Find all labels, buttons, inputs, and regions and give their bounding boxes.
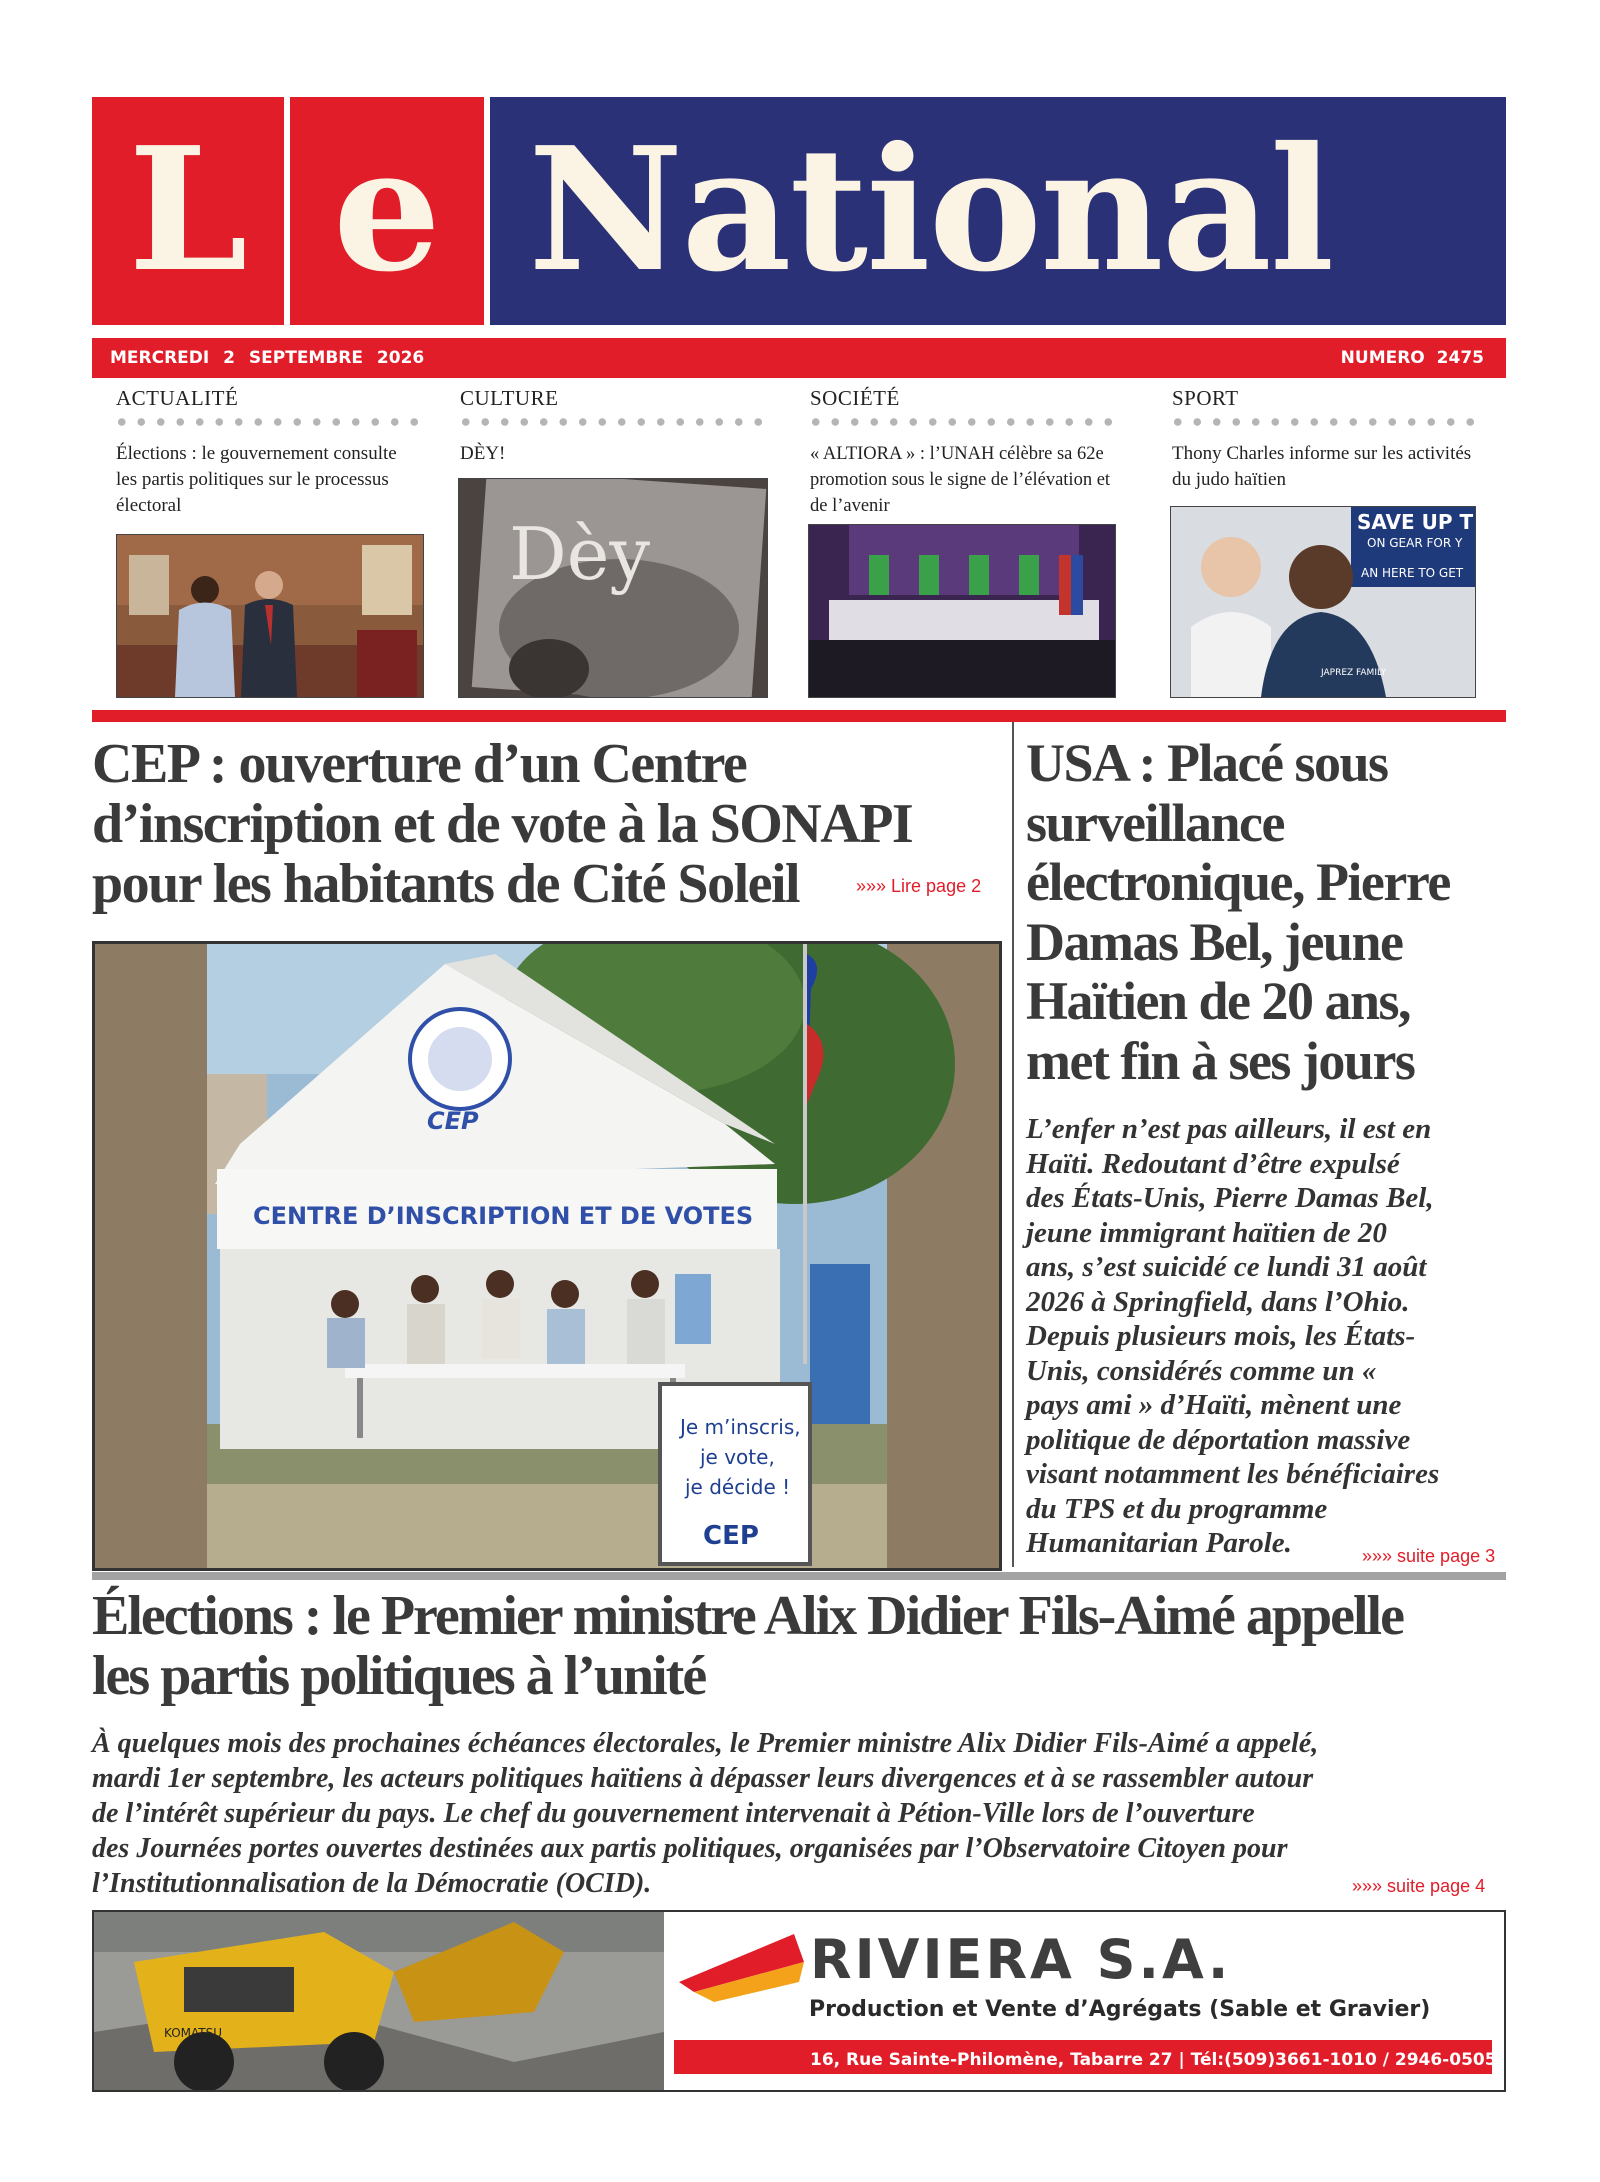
headline-line: CEP : ouverture d’un Centre [92,733,747,795]
tent-banner: CENTRE D’INSCRIPTION ET DE VOTES [253,1202,754,1230]
tent-org: CEP [427,1107,479,1135]
lede-line: ans, s’est suicidé ce lundi 31 août [1026,1251,1427,1283]
book-title: Dèy [509,512,651,596]
lede-line: visant notamment les bénéficiaires [1026,1458,1440,1490]
lede-line: mardi 1er septembre, les acteurs politiques haïtiens à dépasser leurs divergences et à se rassembler autour [92,1763,1314,1794]
lede-line: politique de déportation massive [1026,1423,1411,1456]
teaser-category: SOCIÉTÉ [810,386,900,410]
sign-line1: SAVE UP T [1357,510,1474,534]
dotted-divider [456,417,766,427]
teaser-photo-book[interactable] [458,478,768,698]
headline-line: USA : Placé sous [1026,733,1388,793]
lede-line: L’enfer n’est pas ailleurs, il est en [1026,1113,1432,1145]
book-cover-illustration [459,479,767,697]
masthead-national-block [490,97,1506,325]
masthead-le-block [92,97,484,325]
lede-line: Humanitarian Parole. [1026,1527,1292,1559]
headline-line: met fin à ses jours [1026,1030,1415,1091]
story-usa-jump-link[interactable]: »»» suite page 3 [1362,1546,1496,1566]
sign-line2: ON GEAR FOR Y [1367,536,1463,550]
ceremony-photo-illustration [809,525,1115,697]
teaser-photo-judo[interactable] [1170,506,1476,698]
board-text-1: Je m’inscris, [680,1415,801,1439]
story-elections-lede [92,1726,1506,1901]
lede-line: de l’intérêt supérieur du pays. Le chef du gouvernement intervenait à Pétion-Ville lors de l’ouverture [92,1798,1255,1829]
lede-line: du TPS et du programme [1026,1492,1328,1525]
ad-brand: RIVIERA S.A. [810,1928,1232,1991]
ad-address: 16, Rue Sainte-Philomène, Tabarre 27 | Tél:(509)3661-1010 / 2946-0505 [810,2050,1497,2070]
masthead-letter-l: L [128,110,248,310]
dotted-divider [112,417,422,427]
teaser-text: « ALTIORA » : l’UNAH célèbre sa 62e promotion sous le signe de l’élévation et de l’avenir [810,444,1111,516]
lede-line: l’Institutionnalisation de la Démocratie (OCID). [92,1868,652,1899]
lede-line: jeune immigrant haïtien de 20 [1026,1216,1387,1249]
lede-line: 2026 à Springfield, dans l’Ohio. [1026,1285,1410,1318]
teaser-actualite[interactable] [112,386,422,519]
lede-line: Depuis plusieurs mois, les États- [1026,1320,1416,1352]
teaser-category: ACTUALITÉ [116,386,239,410]
dotted-divider [1168,417,1478,427]
riviera-advertisement[interactable] [92,1910,1506,2092]
machine-label: KOMATSU [164,2026,223,2040]
story-elections-jump-link[interactable]: »»» suite page 4 [1352,1876,1486,1896]
teaser-photo-officials[interactable] [116,534,424,698]
lede-line: des Journées portes ouvertes destinées aux partis politiques, organisées par l’Observatoire Citoyen pour [92,1833,1288,1864]
lede-line: À quelques mois des prochaines échéances électorales, le Premier ministre Alix Didier Fils-Aimé a appelé, [92,1728,1319,1759]
lede-line: Haïti. Redoutant d’être expulsé [1026,1147,1400,1180]
teaser-culture[interactable] [456,386,766,467]
headline-line: pour les habitants de Cité Soleil [92,853,800,915]
section-divider-red [92,710,1506,722]
masthead-title: National [528,110,1333,310]
teaser-category: SPORT [1172,386,1239,410]
headline-line: Élections : le Premier ministre Alix Didier Fils-Aimé appelle [92,1585,1403,1647]
masthead-letter-e: e [332,110,442,310]
board-text-2: je vote, [700,1445,775,1469]
headline-line: électronique, Pierre [1026,852,1450,912]
story-usa-headline[interactable] [1026,734,1506,1091]
teaser-societe[interactable] [806,386,1116,519]
issue-date: MERCREDI 2 SEPTEMBRE 2026 [110,348,425,368]
teaser-category: CULTURE [460,386,559,410]
story-usa-lede [1026,1112,1506,1561]
teaser-text: Thony Charles informe sur les activités du judo haïtien [1172,443,1472,490]
judo-photo-illustration [1171,507,1475,697]
issue-number: NUMERO 2475 [1340,348,1484,368]
story-elections-headline[interactable] [92,1586,1506,1706]
teaser-text: DÈY! [460,443,506,464]
headline-line: les partis politiques à l’unité [92,1645,706,1707]
headline-line: d’inscription et de vote à la SONAPI [92,793,913,855]
teaser-photo-ceremony[interactable] [808,524,1116,698]
story-cep-photo[interactable] [92,941,1002,1571]
lede-line: des États-Unis, Pierre Damas Bel, [1026,1182,1434,1214]
ad-tagline: Production et Vente d’Agrégats (Sable et Gravier) [809,1997,1431,2022]
officials-photo-illustration [117,535,423,697]
sign-line3: AN HERE TO GET [1361,566,1464,580]
date-bar [92,338,1506,378]
column-divider [1012,722,1014,1567]
headline-line: Damas Bel, jeune [1026,911,1403,972]
board-text-3: je décide ! [685,1475,791,1499]
section-divider-gray [92,1572,1506,1580]
dotted-divider [806,417,1116,427]
lede-line: Unis, considérés comme un « [1026,1354,1377,1387]
tent-photo-illustration [95,944,999,1568]
headline-line: surveillance [1026,792,1284,853]
riviera-ad-artwork [94,1912,1504,2090]
shirt-text: JAPREZ FAMILY [1321,668,1387,678]
headline-line: Haïtien de 20 ans, [1026,971,1411,1031]
board-org: CEP [703,1521,759,1551]
lede-line: pays ami » d’Haïti, mènent une [1026,1389,1402,1421]
teaser-text: Élections : le gouvernement consulte les partis politiques sur le processus électoral [116,443,397,516]
story-cep-jump-link[interactable]: »»» Lire page 2 [856,876,982,896]
teaser-sport[interactable] [1168,386,1478,493]
